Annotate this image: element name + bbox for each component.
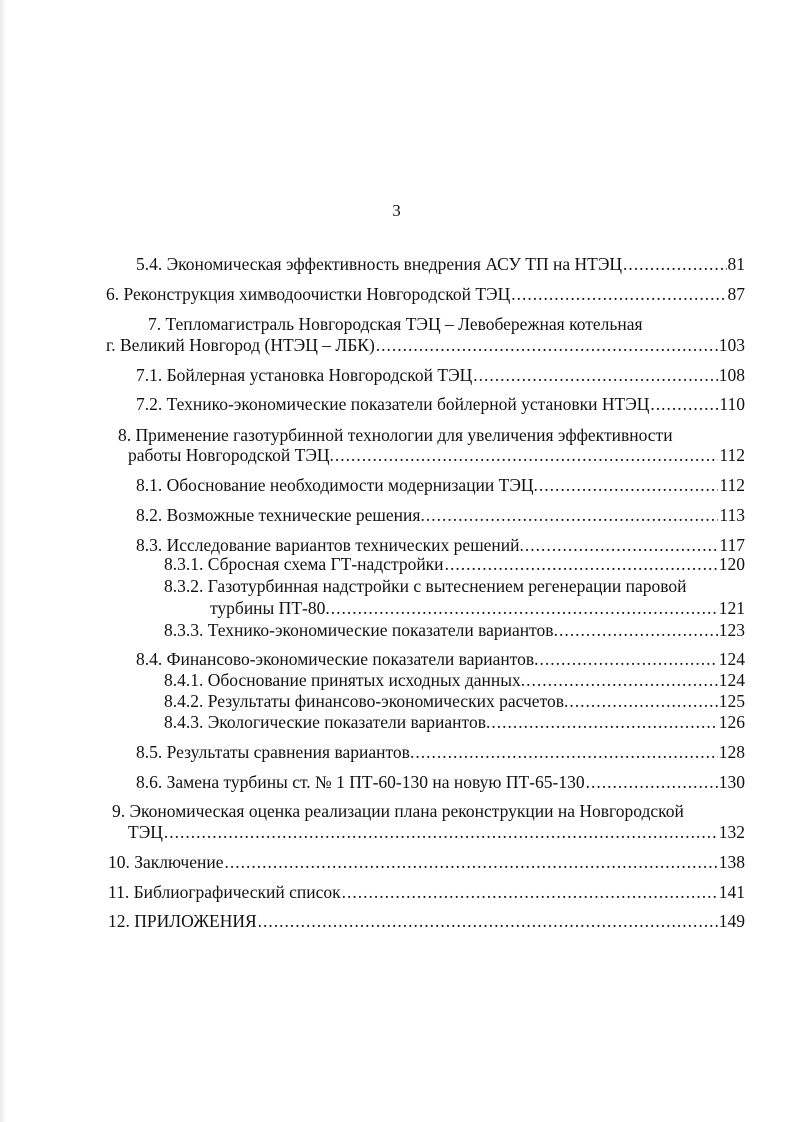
toc-page: 120 [718, 554, 745, 574]
toc-page: 81 [727, 254, 745, 274]
toc-entry-8-4-3[interactable] [164, 711, 745, 733]
toc-page: 112 [719, 445, 745, 465]
toc-label: 12. ПРИЛОЖЕНИЯ [108, 911, 257, 931]
toc-entry-8-2[interactable] [136, 504, 745, 526]
toc-label: 10. Заключение [108, 852, 224, 872]
toc-leader [376, 334, 718, 356]
toc-entry-10[interactable] [108, 851, 745, 873]
toc-page: 112 [719, 475, 745, 495]
toc-label: 8.6. Замена турбины ст. № 1 ПТ-60-130 на новую ПТ-65-130 [136, 772, 585, 792]
toc-leader [586, 771, 718, 793]
toc-leader [559, 619, 718, 641]
toc-leader [526, 669, 718, 691]
toc-entry-8-line1[interactable]: 8. Применение газотурбинной технологии для увеличения эффективности [118, 425, 673, 445]
toc-leader [342, 881, 718, 903]
toc-leader [540, 648, 718, 670]
toc-entry-8-4[interactable] [136, 648, 745, 670]
toc-page: 141 [718, 882, 745, 902]
toc-entry-8-4-1[interactable] [164, 669, 745, 691]
toc-label: 8.4.2. Результаты финансово-экономических расчетов. [164, 691, 569, 711]
toc-label: 6. Реконструкция химводоочистки Новгородской ТЭЦ [106, 284, 511, 304]
toc-leader [258, 910, 718, 932]
toc-entry-8-1[interactable] [136, 474, 745, 496]
toc-entry-8-3-2[interactable] [210, 597, 745, 619]
toc-label: 8.3.3. Технико-экономические показатели вариантов. [164, 620, 558, 640]
toc-entry-7[interactable] [106, 334, 745, 356]
toc-entry-7-2[interactable] [136, 393, 745, 415]
toc-page: 117 [719, 535, 745, 555]
toc-page: 149 [718, 911, 745, 931]
toc-entry-11[interactable] [108, 881, 745, 903]
toc-leader [415, 741, 717, 763]
toc-label: 8.4.3. Экологические показатели вариантов. [164, 712, 491, 732]
toc-entry-8-3-3[interactable] [164, 619, 745, 641]
toc-page: 124 [718, 670, 745, 690]
toc-label: 5.4. Экономическая эффективность внедрения АСУ ТП на НТЭЦ [136, 254, 623, 274]
toc-label: 11. Библиографический список [108, 882, 341, 902]
toc-label: 7.2. Технико-экономические показатели бойлерной установки НТЭЦ [136, 394, 650, 414]
toc-label: турбины ПТ-80. [210, 598, 330, 618]
toc-page: 132 [718, 822, 745, 842]
toc-label: 8.4.1. Обоснование принятых исходных данных. [164, 670, 526, 690]
toc-label: 8.2. Возможные технические решения. [136, 505, 425, 525]
toc-leader [473, 364, 717, 386]
toc-page: 121 [718, 598, 745, 618]
page-number: 3 [392, 201, 401, 220]
toc-label: 8.4. Финансово-экономические показатели вариантов. [136, 649, 539, 669]
toc-label: работы Новгородской ТЭЦ. [128, 445, 334, 465]
toc-leader [445, 553, 718, 575]
toc-entry-5-4[interactable] [136, 253, 745, 275]
toc-page: 138 [718, 852, 745, 872]
toc-page: 108 [718, 365, 745, 385]
toc-page: 123 [718, 620, 745, 640]
toc-page: 103 [718, 335, 745, 355]
toc-page: 113 [719, 505, 745, 525]
toc-label: 8.3.1. Сбросная схема ГТ-надстройки [164, 554, 444, 574]
toc-label: ТЭЦ [128, 822, 163, 842]
toc-label: 7.1. Бойлерная установка Новгородской ТЭЦ [136, 365, 473, 385]
toc-leader [225, 851, 718, 873]
toc-page: 126 [718, 712, 745, 732]
toc-page: 110 [719, 394, 745, 414]
toc-page: 124 [718, 649, 745, 669]
toc-entry-9-line1[interactable]: 9. Экономическая оценка реализации плана реконструкции на Новгородской [112, 801, 684, 821]
toc-entry-8-6[interactable] [136, 771, 745, 793]
toc-entry-6[interactable] [106, 283, 745, 305]
toc-leader [426, 504, 719, 526]
toc-page: 87 [727, 284, 745, 304]
toc-entry-12[interactable] [108, 910, 745, 932]
toc-leader [650, 393, 718, 415]
toc-entry-8-3-2-line1[interactable]: 8.3.2. Газотурбинная надстройки с вытеснением регенерации паровой [164, 576, 687, 596]
toc-entry-8[interactable] [128, 444, 745, 466]
toc-leader [164, 821, 718, 843]
toc-label: 8.5. Результаты сравнения вариантов. [136, 742, 415, 762]
toc-page: 125 [718, 691, 745, 711]
toc-leader [539, 474, 718, 496]
toc-leader [331, 597, 718, 619]
toc-entry-7-line1[interactable]: 7. Тепломагистраль Новгородская ТЭЦ – Левобережная котельная [148, 314, 643, 334]
toc-leader [569, 690, 717, 712]
toc-leader [335, 444, 719, 466]
toc-entry-8-4-2[interactable] [164, 690, 745, 712]
toc-entry-8-3-1[interactable] [164, 553, 745, 575]
toc-leader [623, 253, 726, 275]
toc-label: 8.3. Исследование вариантов технических решений. [136, 535, 524, 555]
toc-leader [511, 283, 726, 305]
toc-label: г. Великий Новгород (НТЭЦ – ЛБК) [106, 335, 375, 355]
toc-entry-8-5[interactable] [136, 741, 745, 763]
toc-page: 128 [718, 742, 745, 762]
toc-label: 8.1. Обоснование необходимости модернизации ТЭЦ. [136, 475, 538, 495]
toc-entry-7-1[interactable] [136, 364, 745, 386]
toc-leader [491, 711, 717, 733]
toc-entry-9[interactable] [128, 821, 745, 843]
toc-page: 130 [718, 772, 745, 792]
